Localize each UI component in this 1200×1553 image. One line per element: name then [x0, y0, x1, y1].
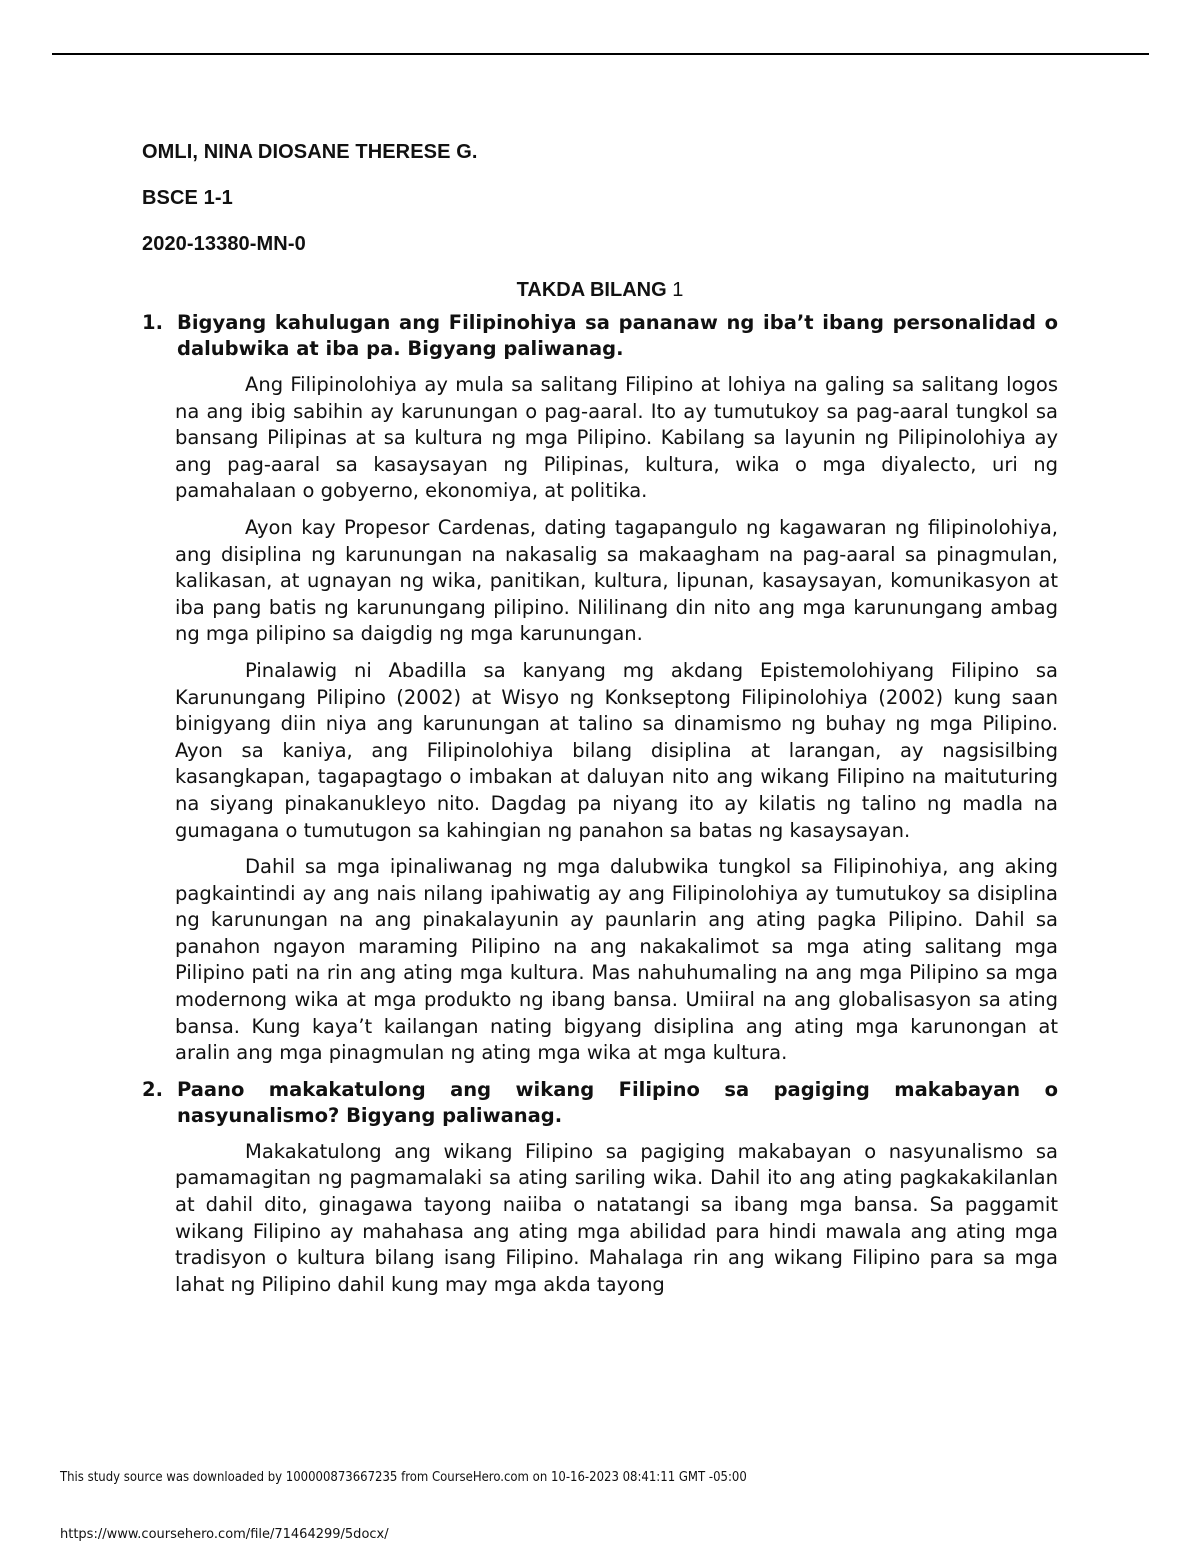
assignment-title [142, 278, 1058, 302]
answer-paragraph: Ang Filipinolohiya ay mula sa salitang Filipino at lohiya na galing sa salitang logos na ang ibig sabihin ay karunungan o pag-aaral. Ito ay tumutukoy sa pag-aaral tungkol sa bansang Pilipinas at sa kultura ng mga Pilipino. Kabilang sa layunin ng Pilipinolohiya ay ang pag-aaral sa kasaysayan ng Pilipinas, kultura, wika o mga diyalecto, uri ng pamahalaan o gobyerno, ekonomiya, at politika. [175, 373, 1058, 503]
top-horizontal-rule [52, 53, 1149, 55]
question-number: 1. [142, 311, 163, 334]
answer-paragraph: Dahil sa mga ipinaliwanag ng mga dalubwika tungkol sa Filipinohiya, ang aking pagkaintindi ay ang nais nilang ipahiwatig ay ang Filipinolohiya ay tumutukoy sa disiplina ng karunungan na ang pinakalayunin ay paunlarin ang ating pagka Pilipino. Dahil sa panahon ngayon maraming Pilipino na ang nakakalimot sa mga ating salitang mga Pilipino pati na rin ang ating mga kultura. Mas nahuhumaling na ang mga Pilipino sa mga modernong wika at mga produkto ng ibang bansa. Umiiral na ang globalisasyon sa ating bansa. Kung kaya’t kailangan nating bigyang disiplina ang ating mga karunongan at aralin ang mga pinagmulan ng ating mga wika at mga kultura. [175, 855, 1058, 1065]
assignment-title-number: 1 [672, 279, 684, 301]
download-source-note: This study source was downloaded by 100000873667235 from CourseHero.com on 10-16-2023 08:41:11 GMT -05:00 [60, 1470, 747, 1485]
assignment-title-text: TAKDA BILANG [516, 279, 667, 301]
answer-paragraph: Pinalawig ni Abadilla sa kanyang mg akdang Epistemolohiyang Filipino sa Karunungang Pilipino (2002) at Wisyo ng Konkseptong Filipinolohiya (2002) kung saan binigyang diin niya ang karunungan at talino sa dinamismo ng buhay ng mga Pilipino. Ayon sa kaniya, ang Filipinolohiya bilang disiplina at larangan, ay nagsisilbing kasangkapan, tagapagtago o imbakan at daluyan nito ang wikang Filipino na maituturing na siyang pinakanukleyo nito. Dagdag pa niyang ito ay kilatis ng talino ng madla na gumagana o tumutugon sa kahingian ng panahon sa batas ng kasaysayan. [175, 658, 1058, 842]
student-number: 2020-13380-MN-0 [142, 233, 306, 255]
question-2 [142, 1077, 1058, 1129]
question-text: Paano makakatulong ang wikang Filipino sa pagiging makabayan o nasyunalismo? Bigyang paliwanag. [177, 1077, 1058, 1127]
answer-paragraph: Ayon kay Propesor Cardenas, dating tagapangulo ng kagawaran ng filipinolohiya, ang disiplina ng karunungan na nakasalig sa makaagham na pag-aaral sa pinagmulan, kalikasan, at ugnayan ng wika, panitikan, kultura, lipunan, kasaysayan, komunikasyon at iba pang batis ng karunungang pilipino. Nililinang din nito ang mga karunungang ambag ng mga pilipino sa daigdig ng mga karunungan. [175, 515, 1058, 646]
document-page [142, 140, 1058, 1308]
student-section: BSCE 1-1 [142, 187, 233, 209]
student-name: OMLI, NINA DIOSANE THERESE G. [142, 141, 478, 163]
answer-paragraph: Makakatulong ang wikang Filipino sa pagiging makabayan o nasyunalismo sa pamamagitan ng pagmamalaki sa ating sariling wika. Dahil ito ang ating pagkakakilanlan at dahil dito, ginagawa tayong naiiba o natatangi sa ibang mga bansa. Sa paggamit wikang Filipino ay mahahasa ang ating mga abilidad para hindi mawala ang ating mga tradisyon o kultura bilang isang Filipino. Mahalaga rin ang wikang Filipino para sa mga lahat ng Pilipino dahil kung may mga akda tayong [175, 1139, 1058, 1296]
question-number: 2. [142, 1077, 163, 1101]
question-1 [142, 310, 1058, 362]
source-url[interactable]: https://www.coursehero.com/file/71464299/5docx/ [60, 1527, 389, 1542]
question-text: Bigyang kahulugan ang Filipinohiya sa pananaw ng iba’t ibang personalidad o dalubwika at iba pa. Bigyang paliwanag. [177, 311, 1058, 360]
